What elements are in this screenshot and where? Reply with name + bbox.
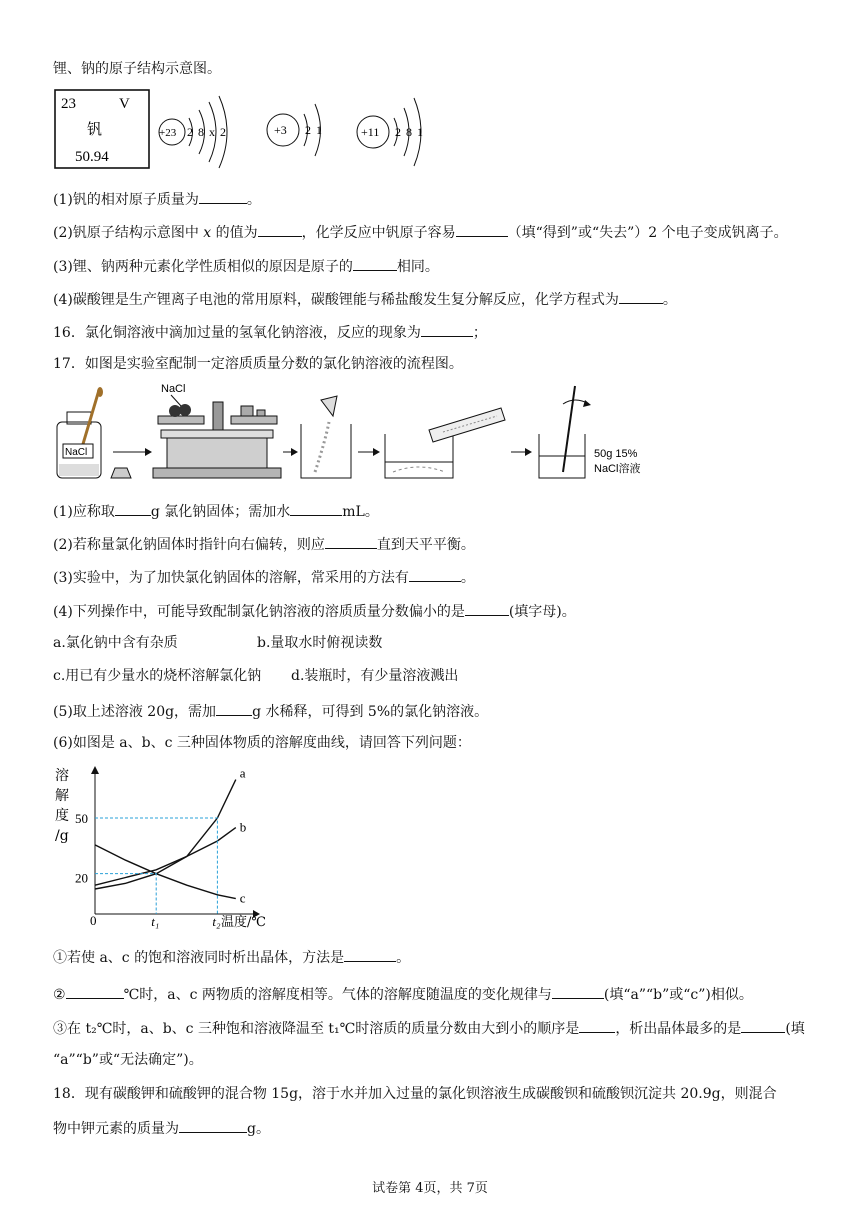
- x-axis-label: 温度/℃: [221, 915, 266, 930]
- final-label-2: NaCl溶液: [594, 463, 641, 475]
- answer-blank[interactable]: [290, 500, 342, 516]
- atom-structure-figure: [53, 88, 443, 172]
- answer-blank[interactable]: [465, 600, 509, 616]
- element-name: 钒: [87, 120, 103, 138]
- series-label-b: b: [239, 819, 247, 835]
- x-tick-label: t₂: [212, 914, 221, 929]
- q17-sub3: ③在 t₂℃时，a、b、c 三种饱和溶液降温至 t₁℃时溶质的质量分数由大到小的顺序是 ，析出晶体最多的是 (填: [53, 1017, 805, 1039]
- element-card: [55, 90, 149, 168]
- series-line-c: [95, 845, 236, 899]
- answer-blank[interactable]: [353, 255, 397, 271]
- shell-electrons: 2 1: [305, 123, 322, 137]
- answer-blank[interactable]: [216, 700, 252, 716]
- q17-sub2: ② ℃时，a、c 两物质的溶解度相等。气体的溶解度随温度的变化规律与 (填“a”“b”或“c”)相似。: [53, 983, 753, 1005]
- beaker-with-salt: [301, 396, 351, 478]
- origin-label: 0: [90, 913, 97, 928]
- y-label-char: 度: [55, 808, 69, 824]
- y-label-char: /g: [55, 828, 69, 844]
- q18-line2: 物中钾元素的质量为 g。: [53, 1117, 270, 1139]
- element-mass: 50.94: [75, 149, 109, 165]
- q17-title: 17．如图是实验室配制一定溶质质量分数的氯化钠溶液的流程图。: [53, 356, 463, 372]
- q17-part5: (5)取上述溶液 20g，需加 g 水稀释，可得到 5%的氯化钠溶液。: [53, 700, 488, 722]
- option-d: d.装瓶时，有少量溶液溅出: [291, 668, 459, 684]
- answer-blank[interactable]: [456, 221, 508, 237]
- lithium-atom-diagram: [267, 104, 322, 156]
- answer-blank[interactable]: [409, 566, 461, 582]
- intro-text: 锂、钠的原子结构示意图。: [53, 61, 221, 77]
- answer-blank[interactable]: [179, 1117, 247, 1133]
- vanadium-atom-diagram: [159, 96, 227, 168]
- q16-text: 16．氯化铜溶液中滴加过量的氢氧化钠溶液，反应的现象为 ；: [53, 321, 487, 343]
- q17-options-ab: [53, 633, 382, 653]
- q15-part1: (1)钒的相对原子质量为 。: [53, 188, 261, 210]
- answer-blank[interactable]: [552, 983, 604, 999]
- nucleus-label: +11: [361, 125, 380, 139]
- answer-blank[interactable]: [421, 321, 473, 337]
- y-tick-label: 20: [75, 870, 88, 886]
- shell-electrons: 2 8 x 2: [187, 125, 226, 139]
- final-beaker: [539, 386, 640, 478]
- q18-line1: 18．现有碳酸钾和硫酸钾的混合物 15g，溶于水并加入过量的氯化钡溶液生成碳酸钡和硫酸钡沉淀共 20.9g，则混合: [53, 1086, 777, 1102]
- q15-part4: (4)碳酸锂是生产锂离子电池的常用原料，碳酸锂能与稀盐酸发生复分解反应，化学方程式为 。: [53, 288, 677, 310]
- balance-scale: [153, 383, 281, 478]
- answer-blank[interactable]: [741, 1017, 785, 1033]
- answer-blank[interactable]: [325, 533, 377, 549]
- y-label-char: 溶: [55, 768, 69, 784]
- series-label-c: c: [239, 890, 246, 906]
- y-tick-label: 50: [75, 811, 88, 826]
- shell-electrons: 2 8 1: [395, 125, 423, 139]
- answer-blank[interactable]: [344, 946, 396, 962]
- answer-blank[interactable]: [66, 983, 124, 999]
- element-symbol: V: [119, 96, 130, 112]
- stopper: [111, 468, 131, 478]
- final-label-1: 50g 15%: [594, 448, 638, 460]
- q17-part1: (1)应称取 g 氯化钠固体；需加水 mL。: [53, 500, 379, 522]
- answer-blank[interactable]: [579, 1017, 615, 1033]
- q17-part4: (4)下列操作中，可能导致配制氯化钠溶液的溶质质量分数偏小的是 (填字母)。: [53, 600, 576, 622]
- series-line-a: [95, 780, 236, 889]
- q15-part3: (3)锂、钠两种元素化学性质相似的原因是原子的 相同。: [53, 255, 439, 277]
- option-c: c.用已有少量水的烧杯溶解氯化钠: [53, 668, 262, 684]
- answer-blank[interactable]: [619, 288, 663, 304]
- q17-part2: (2)若称量氯化钠固体时指针向右偏转，则应 直到天平平衡。: [53, 533, 475, 555]
- scale-label: NaCl: [161, 383, 186, 395]
- element-number: 23: [61, 96, 76, 112]
- q17-sub1: ①若使 a、c 的饱和溶液同时析出晶体，方法是 。: [53, 946, 410, 968]
- q17-options-cd: [53, 666, 458, 686]
- q17-part3: (3)实验中，为了加快氯化钠固体的溶解，常采用的方法有 。: [53, 566, 475, 588]
- nucleus-label: +3: [274, 123, 287, 137]
- q17-part6: (6)如图是 a、b、c 三种固体物质的溶解度曲线，请回答下列问题：: [53, 735, 471, 751]
- q17-sub3-cont: “a”“b”或“无法确定”)。: [53, 1052, 203, 1068]
- pouring-water: [385, 408, 505, 478]
- y-label-char: 解: [55, 788, 69, 804]
- option-a: a.氯化钠中含有杂质: [53, 635, 178, 651]
- option-b: b.量取水时俯视读数: [257, 635, 383, 651]
- q15-part2: (2)钒原子结构示意图中 x 的值为 ，化学反应中钒原子容易 （填“得到”或“失去”）2 个电子变成钒离子。: [53, 221, 788, 243]
- page-footer: 试卷第 4页，共 7页: [372, 1181, 488, 1196]
- series-label-a: a: [239, 765, 246, 781]
- sodium-atom-diagram: [357, 98, 423, 166]
- answer-blank[interactable]: [115, 500, 151, 516]
- answer-blank[interactable]: [258, 221, 302, 237]
- x-tick-label: t₁: [151, 914, 160, 929]
- solution-preparation-flowchart: [53, 382, 663, 482]
- solubility-curve-chart: [53, 762, 273, 932]
- nucleus-label: +23: [159, 127, 177, 139]
- reagent-bottle: [57, 387, 103, 478]
- y-axis-label: [55, 767, 69, 844]
- bottle-label: NaCl: [65, 447, 88, 458]
- guide-line-t1: [95, 874, 156, 914]
- answer-blank[interactable]: [199, 188, 247, 204]
